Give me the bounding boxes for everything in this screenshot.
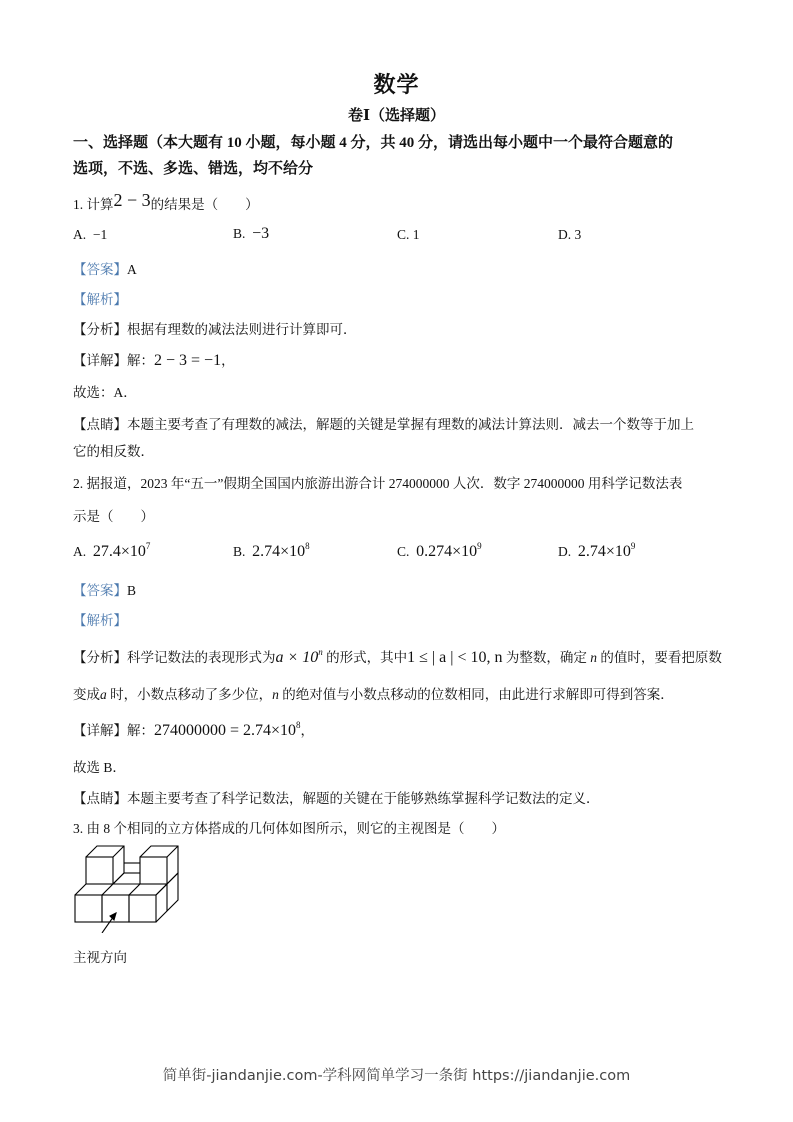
q2-option-b: B. $2.74\times 10^8$ bbox=[233, 541, 310, 560]
q1-detail: 【详解】解：2 − 3 = −1， bbox=[73, 352, 235, 369]
q1-comment-line2: 它的相反数． bbox=[73, 444, 154, 459]
q1-fenxi: 【分析】根据有理数的减法法则进行计算即可． bbox=[73, 322, 357, 337]
cube-figure bbox=[72, 843, 182, 933]
q2-option-c: C. $0.274\times 10^9$ bbox=[397, 541, 482, 560]
q1-analysis-label: 【解析】 bbox=[73, 292, 127, 307]
q1-comment-line1: 【点睛】本题主要考查了有理数的减法，解题的关键是掌握有理数的减法计算法则．减去一个数等于加上 bbox=[73, 417, 694, 432]
q1-answer: 【答案】A bbox=[73, 262, 137, 277]
question-3-stem: 3. 由 8 个相同的立方体搭成的几何体如图所示，则它的主视图是（ ） bbox=[73, 821, 505, 836]
answer-label: 【答案】 bbox=[73, 262, 127, 277]
page-title: 数学 bbox=[373, 72, 420, 97]
q1-choice: 故选：A． bbox=[73, 385, 137, 400]
q1-option-d: D. 3 bbox=[558, 227, 582, 242]
section-heading-line1: 一、选择题（本大题有 10 小题，每小题 4 分，共 40 分，请选出每小题中一个最符合题意的 bbox=[73, 135, 674, 151]
q2-option-d: D. $2.74\times 10^9$ bbox=[558, 541, 636, 560]
section-heading-line2: 选项，不选、多选、错选，均不给分 bbox=[73, 161, 314, 177]
question-1-stem: 1. 计算2 − 3的结果是（ ） bbox=[73, 190, 259, 212]
q2-answer: 【答案】B bbox=[73, 583, 137, 598]
figure-caption: 主视方向 bbox=[73, 950, 127, 965]
footer-watermark: 简单街-jiandanjie.com-学科网简单学习一条街 https://jiandanjie.com bbox=[162, 1068, 631, 1084]
q2-comment: 【点睛】本题主要考查了科学记数法，解题的关键在于能够熟练掌握科学记数法的定义． bbox=[73, 791, 600, 806]
question-2-stem-line2: 示是（ ） bbox=[73, 509, 154, 524]
question-number: 1. bbox=[73, 197, 84, 212]
q1-option-a: A. −1 bbox=[73, 227, 108, 242]
q2-fenxi-line2: 变成a 时，小数点移动了多少位，n 的绝对值与小数点移动的位数相同，由此进行求解即可得到答案． bbox=[73, 687, 674, 702]
q1-option-b: B. −3 bbox=[233, 225, 270, 242]
q2-detail: 【详解】解：$274000000 = 2.74\times 10^8$， bbox=[73, 720, 315, 739]
q2-option-a: A. $27.4\times 10^7$ bbox=[73, 541, 151, 560]
q2-analysis-label: 【解析】 bbox=[73, 613, 127, 628]
q1-option-c: C. 1 bbox=[397, 227, 420, 242]
q2-fenxi-line1: 【分析】科学记数法的表现形式为$a \times 10^n$ 的形式，其中1 ≤ | a | < 10, n 为整数，确定 n 的值时，要看把原数 bbox=[73, 647, 722, 666]
q2-choice: 故选 B． bbox=[73, 760, 126, 775]
question-2-stem-line1: 2. 据报道，2023 年“五一”假期全国国内旅游出游合计 274000000 人次．数字 274000000 用科学记数法表 bbox=[73, 476, 683, 491]
page-subtitle: 卷Ⅰ（选择题） bbox=[347, 108, 446, 124]
math-expression: 2 − 3 bbox=[113, 190, 151, 210]
